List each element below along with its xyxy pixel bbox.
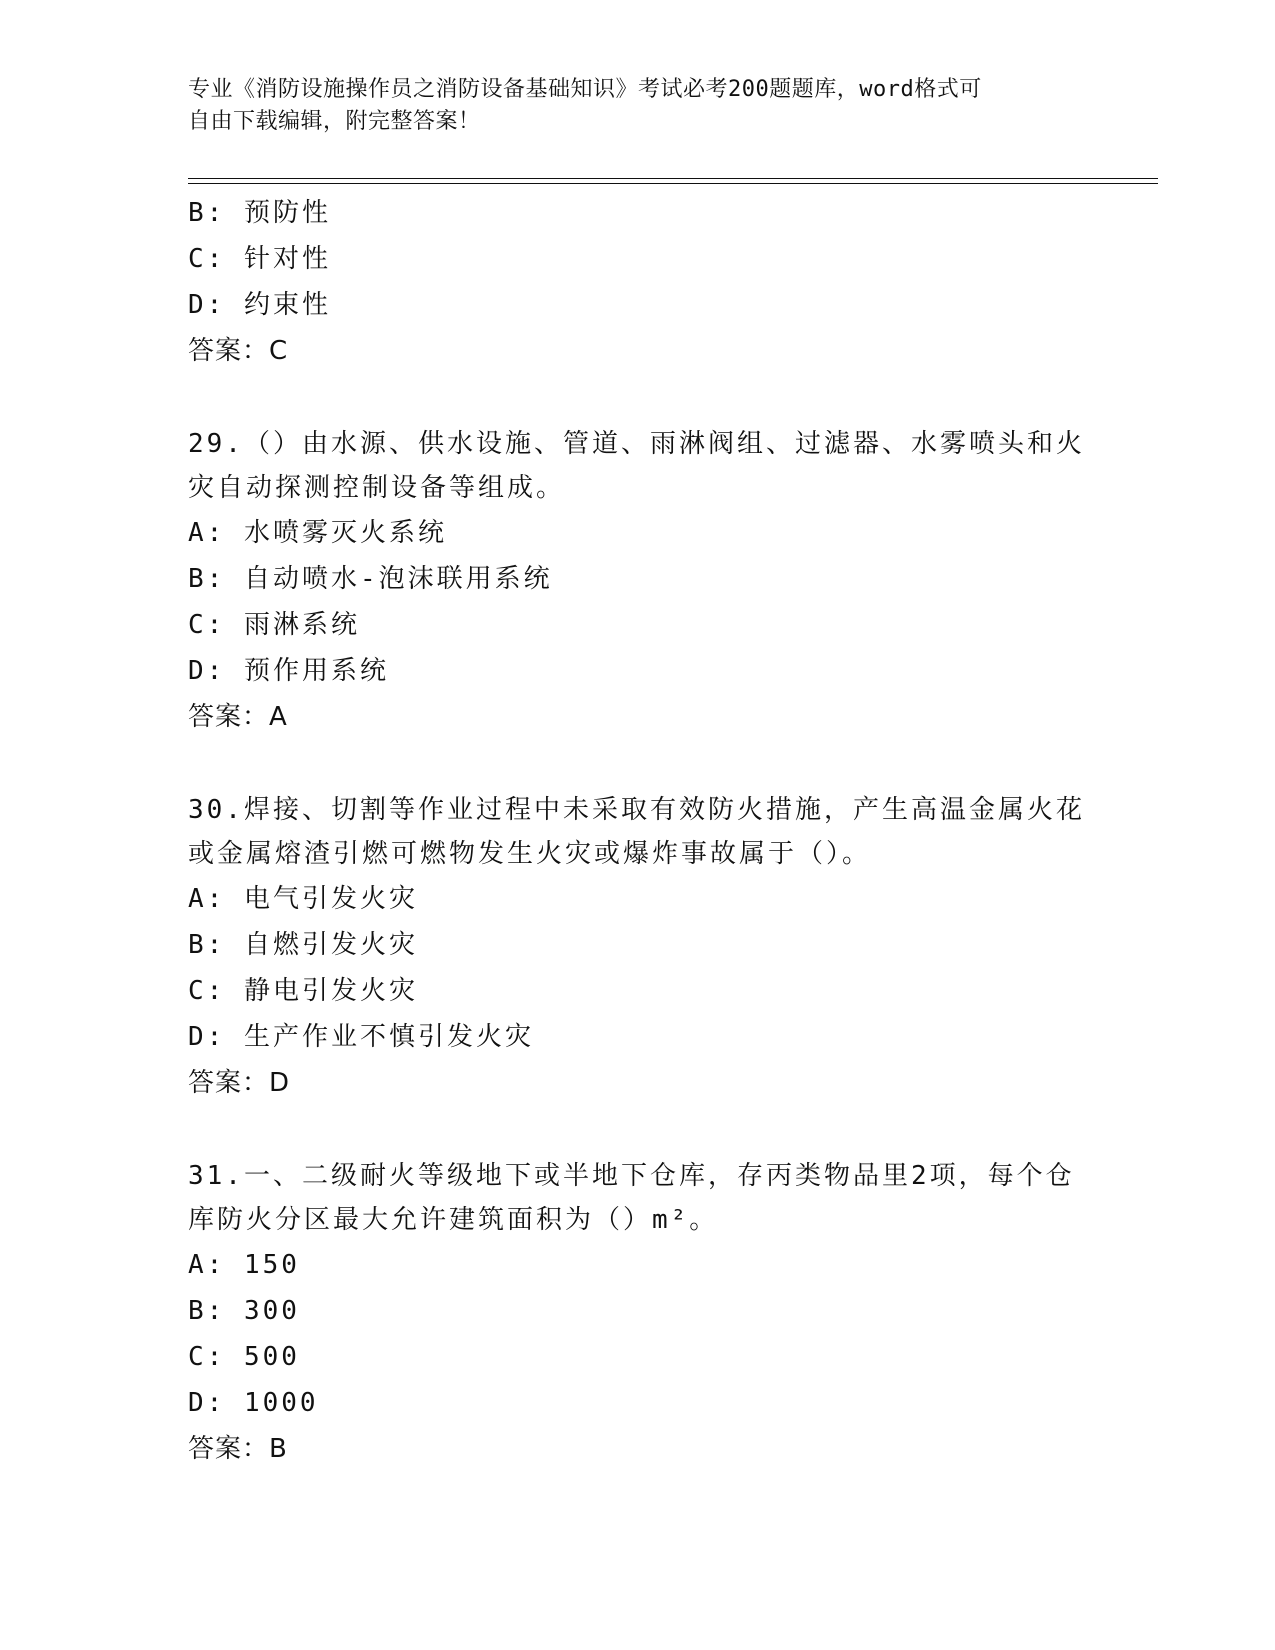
header-line-2: 自由下载编辑，附完整答案！ [188,109,481,134]
option-c: C: 雨淋系统 [188,610,360,640]
question-stem-line: 或金属熔渣引燃可燃物发生火灾或爆炸事故属于（）。 [188,839,872,869]
question-30 [188,788,1088,1106]
question-stem-line: 29.（）由水源、供水设施、管道、雨淋阀组、过滤器、水雾喷头和火 [188,429,1085,459]
document-header [188,74,1088,138]
partial-question [188,190,1088,374]
document-body [188,190,1088,1472]
answer-line: 答案：D [188,1068,291,1098]
question-stem-line: 库防火分区最大允许建筑面积为（）m²。 [188,1205,719,1235]
answer-line: 答案：A [188,702,288,732]
option-a: A: 水喷雾灭火系统 [188,518,447,548]
option-b: B: 自燃引发火灾 [188,930,418,960]
option-d: D: 约束性 [188,290,331,320]
header-rule-top [188,178,1158,179]
option-a: A: 150 [188,1250,300,1280]
option-c: C: 静电引发火灾 [188,976,418,1006]
option-d: D: 生产作业不慎引发火灾 [188,1022,534,1052]
header-line-1: 专业《消防设施操作员之消防设备基础知识》考试必考200题题库，word格式可 [188,77,982,102]
answer-line: 答案：C [188,336,289,366]
question-stem-line: 30.焊接、切割等作业过程中未采取有效防火措施，产生高温金属火花 [188,795,1085,825]
option-b: B: 300 [188,1296,300,1326]
option-d: D: 预作用系统 [188,656,389,686]
question-stem-line: 灾自动探测控制设备等组成。 [188,473,566,503]
answer-line: 答案：B [188,1434,288,1464]
option-a: A: 电气引发火灾 [188,884,418,914]
option-c: C: 针对性 [188,244,331,274]
question-29 [188,422,1088,740]
option-b: B: 预防性 [188,198,331,228]
option-d: D: 1000 [188,1388,319,1418]
question-31 [188,1154,1088,1472]
option-b: B: 自动喷水-泡沫联用系统 [188,564,553,594]
header-rule-bottom [188,183,1158,184]
option-c: C: 500 [188,1342,300,1372]
question-stem-line: 31.一、二级耐火等级地下或半地下仓库，存丙类物品里2项，每个仓 [188,1161,1075,1191]
